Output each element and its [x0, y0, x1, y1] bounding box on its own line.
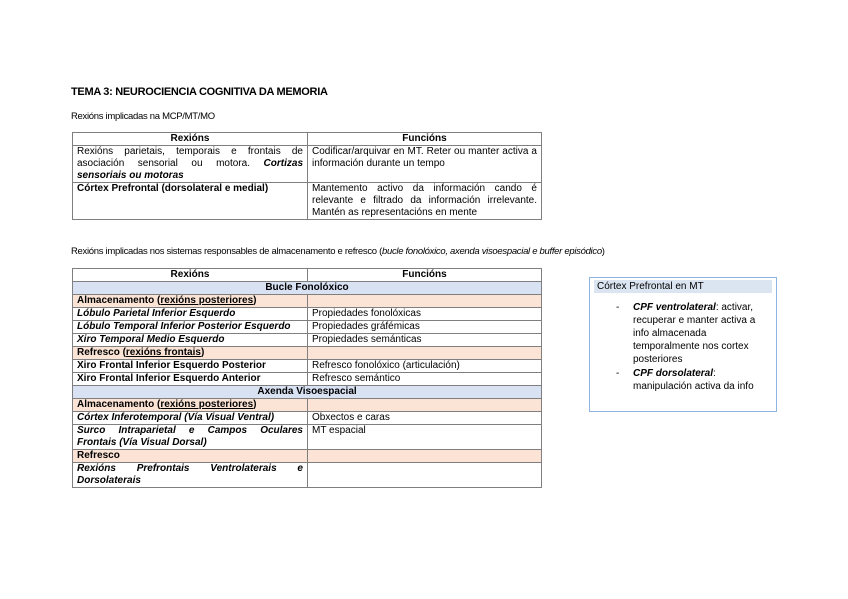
list-term: CPF ventrolateral	[633, 302, 716, 313]
category-prefix: Almacenamento (	[77, 399, 161, 410]
category-suffix: )	[253, 295, 257, 306]
function-cell: MT espacial	[308, 425, 542, 450]
table-row	[73, 373, 542, 386]
list-term: CPF dorsolateral	[633, 368, 714, 379]
region-cell: Rexións Prefrontais Ventrolaterais e Dorsolaterais	[73, 463, 308, 488]
header-functions: Funcións	[308, 133, 542, 146]
table-row	[73, 146, 542, 183]
subtitle-italic: bucle fonolóxico, axenda visoespacial e buffer episódico	[382, 246, 602, 257]
category-empty	[308, 295, 542, 308]
category-link: rexións posteriores	[160, 399, 254, 410]
region-cell: Córtex Prefrontal (dorsolateral e medial)	[73, 183, 308, 220]
function-cell: Propiedades semánticas	[308, 334, 542, 347]
table-row	[73, 360, 542, 373]
list-text: : activar, recuperar e manter activa a info almacenada temporalmente nos cortex posteriores	[633, 302, 756, 365]
category-link: rexións frontais	[125, 347, 201, 358]
section-row-bucle	[73, 282, 542, 295]
region-cell: Surco Intraparietal e Campos Oculares Frontais (Vía Visual Dorsal)	[73, 425, 308, 450]
region-cell: Xiro Frontal Inferior Esquerdo Anterior	[73, 373, 308, 386]
category-suffix: )	[253, 399, 257, 410]
table-header-row	[73, 133, 542, 146]
list-item	[590, 367, 776, 393]
region-cell: Lóbulo Temporal Inferior Posterior Esquerdo	[73, 321, 308, 334]
category-cell	[73, 399, 308, 412]
subtitle-storage-refresh	[71, 246, 605, 257]
region-cell: Xiro Frontal Inferior Esquerdo Posterior	[73, 360, 308, 373]
region-cell: Xiro Temporal Medio Esquerdo	[73, 334, 308, 347]
table-row	[73, 412, 542, 425]
category-empty	[308, 450, 542, 463]
category-cell	[73, 295, 308, 308]
function-cell: Refresco semántico	[308, 373, 542, 386]
list-text: : manipulación activa da info	[633, 368, 754, 392]
dash-bullet-icon: -	[616, 302, 620, 313]
header-regions: Rexións	[73, 269, 308, 282]
subtitle-text: Rexións implicadas nos sistemas responsables de almacenamento e refresco (	[71, 246, 382, 257]
region-cell: Lóbulo Parietal Inferior Esquerdo	[73, 308, 308, 321]
category-link: rexións posteriores	[160, 295, 254, 306]
function-cell: Codificar/arquivar en MT. Reter ou manter activa a información durante un tempo	[308, 146, 542, 183]
regions-table-1	[72, 132, 542, 220]
table-row	[73, 308, 542, 321]
section-row-axenda	[73, 386, 542, 399]
category-row-storage	[73, 295, 542, 308]
header-functions: Funcións	[308, 269, 542, 282]
prefrontal-cortex-box	[589, 277, 777, 412]
category-empty	[308, 347, 542, 360]
table-row	[73, 183, 542, 220]
category-row-refresh	[73, 347, 542, 360]
category-suffix: )	[200, 347, 205, 358]
table-row	[73, 321, 542, 334]
subtitle-mcp-mt-mo: Rexións implicadas na MCP/MT/MO	[71, 111, 215, 122]
category-prefix: Refresco (	[77, 347, 126, 358]
category-row-storage	[73, 399, 542, 412]
box-heading: Córtex Prefrontal en MT	[594, 280, 772, 293]
header-regions: Rexións	[73, 133, 308, 146]
table-header-row	[73, 269, 542, 282]
function-cell: Refresco fonolóxico (articulación)	[308, 360, 542, 373]
region-cell	[73, 146, 308, 183]
table-row	[73, 334, 542, 347]
category-row-refresh	[73, 450, 542, 463]
category-cell: Refresco	[73, 450, 308, 463]
section-title: Axenda Visoespacial	[73, 386, 542, 399]
category-prefix: Almacenamento (	[77, 295, 161, 306]
function-cell: Propiedades gráfémicas	[308, 321, 542, 334]
function-cell: Obxectos e caras	[308, 412, 542, 425]
subtitle-end: )	[601, 246, 605, 257]
category-empty	[308, 399, 542, 412]
box-list	[590, 301, 776, 393]
category-cell	[73, 347, 308, 360]
regions-table-2	[72, 268, 542, 488]
section-title: Bucle Fonolóxico	[73, 282, 542, 295]
region-text: Rexións parietais, temporais e frontais de asociación sensorial ou motora.	[77, 146, 303, 169]
function-cell: Propiedades fonolóxicas	[308, 308, 542, 321]
function-cell: Mantemento activo da información cando é relevante e filtrado da información irrelevante. Mantén as representacións en mente	[308, 183, 542, 220]
function-cell	[308, 463, 542, 488]
region-cell: Córtex Inferotemporal (Vía Visual Ventral)	[73, 412, 308, 425]
list-item	[590, 301, 776, 366]
document-title: TEMA 3: NEUROCIENCIA COGNITIVA DA MEMORIA	[71, 86, 328, 98]
region-emphasis: Cortizas sensoriais ou motoras	[77, 158, 303, 181]
table-row	[73, 463, 542, 488]
table-row	[73, 425, 542, 450]
dash-bullet-icon: -	[616, 368, 620, 379]
